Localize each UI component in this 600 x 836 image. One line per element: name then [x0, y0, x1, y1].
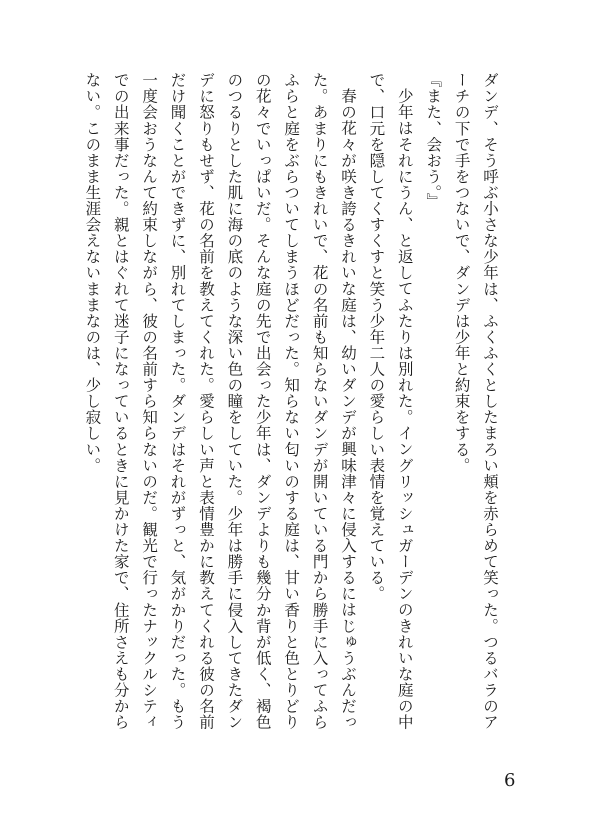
- paragraph-1: ダンデ、そう呼ぶ小さな少年は、ふくふくとしたまろい頬を赤らめて笑った。つるバラのアーチの下で手をつないで、ダンデは少年と約束をする。: [452, 72, 499, 731]
- paragraph-4: 春の花々が咲き誇るきれいな庭は、幼いダンデが興味津々に侵入するにはじゅうぶんだった。あまりにもきれいで、花の名前も知らないダンデが開いている門から勝手に入ってふらふらと庭をぶらついてしまうほどだった。知らない匂いのする庭は、甘い香りと色とりどりの花々でいっぱいだ。そんな庭の先で出会った少年は、ダンデよりも幾分か背が低く、褐色のつるりとした肌に海の底のような深い色の瞳をしていた。少年は勝手に侵入してきたダンデに怒りもせず、花の名前を教えてくれた。愛らしい声と表情豊かに教えてくれる彼の名前だけ聞くことができずに、別れてしまった。ダンデはそれがずっと、気がかりだった。もう一度会おうなんて約束しながら、彼の名前すら知らないのだ。観光で行ったナックルシティでの出来事だった。親とはぐれて迷子になっているときに見かけた家で、住所さえも分からない。このまま生涯会えないままなのは、少し寂しい。: [83, 72, 357, 731]
- vertical-text-body: [78, 72, 504, 744]
- paragraph-2: 『また、会おう。』: [424, 72, 443, 209]
- page-number: 6: [504, 770, 516, 791]
- paragraph-3: 少年はそれにうん、と返してふたりは別れた。イングリッシュガーデンのきれいな庭の中で、口元を隠してくすくすと笑う少年二人の愛らしい表情を覚えている。: [367, 72, 414, 730]
